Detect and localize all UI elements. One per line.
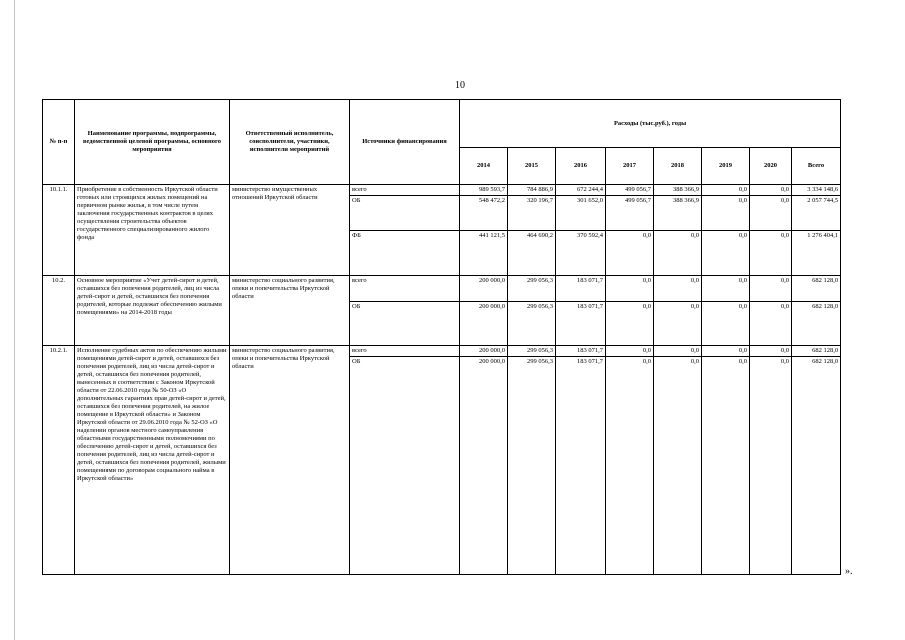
total-cell: 682 128,0 bbox=[792, 276, 841, 302]
value-cell: 200 000,0 bbox=[460, 276, 508, 302]
value-cell: 0,0 bbox=[750, 231, 792, 276]
value-cell: 200 000,0 bbox=[460, 346, 508, 357]
value-cell: 0,0 bbox=[654, 357, 702, 575]
header-source: Источники финансирования bbox=[350, 100, 460, 185]
row-executor: министерство социального развития, опеки и попечительства Иркутской области bbox=[230, 346, 350, 575]
table-row bbox=[43, 346, 841, 357]
budget-table bbox=[42, 99, 841, 575]
value-cell: 299 056,3 bbox=[508, 346, 556, 357]
source-label: ОБ bbox=[350, 357, 460, 575]
value-cell: 0,0 bbox=[750, 302, 792, 346]
header-total: Всего bbox=[792, 148, 841, 185]
value-cell: 0,0 bbox=[750, 185, 792, 196]
value-cell: 200 000,0 bbox=[460, 357, 508, 575]
header-year: 2019 bbox=[702, 148, 750, 185]
total-cell: 1 276 404,1 bbox=[792, 231, 841, 276]
value-cell: 0,0 bbox=[606, 346, 654, 357]
value-cell: 0,0 bbox=[702, 185, 750, 196]
value-cell: 0,0 bbox=[654, 276, 702, 302]
row-code: 10.1.1. bbox=[43, 185, 75, 276]
scan-edge-line bbox=[14, 0, 15, 640]
value-cell: 499 056,7 bbox=[606, 185, 654, 196]
value-cell: 672 244,4 bbox=[556, 185, 606, 196]
value-cell: 0,0 bbox=[702, 196, 750, 231]
source-label: всего bbox=[350, 185, 460, 196]
row-name: Основное мероприятие «Учет детей-сирот и детей, оставшихся без попечения родителей, лиц из числа детей-сирот и детей, оставшихся без попечения родителей, которые подлежат обеспечению жилыми помещениями» на 2014-2018 годы bbox=[75, 276, 230, 346]
header-year: 2020 bbox=[750, 148, 792, 185]
value-cell: 183 071,7 bbox=[556, 346, 606, 357]
value-cell: 464 690,2 bbox=[508, 231, 556, 276]
value-cell: 0,0 bbox=[606, 231, 654, 276]
total-cell: 2 057 744,5 bbox=[792, 196, 841, 231]
value-cell: 0,0 bbox=[606, 357, 654, 575]
value-cell: 183 071,7 bbox=[556, 357, 606, 575]
value-cell: 370 592,4 bbox=[556, 231, 606, 276]
source-label: ОБ bbox=[350, 196, 460, 231]
value-cell: 299 056,3 bbox=[508, 276, 556, 302]
value-cell: 0,0 bbox=[606, 276, 654, 302]
value-cell: 0,0 bbox=[654, 231, 702, 276]
value-cell: 299 056,3 bbox=[508, 357, 556, 575]
row-executor: министерство имущественных отношений Иркутской области bbox=[230, 185, 350, 276]
value-cell: 0,0 bbox=[702, 302, 750, 346]
value-cell: 0,0 bbox=[606, 302, 654, 346]
total-cell: 3 334 148,6 bbox=[792, 185, 841, 196]
value-cell: 299 056,3 bbox=[508, 302, 556, 346]
total-cell: 682 128,0 bbox=[792, 346, 841, 357]
value-cell: 0,0 bbox=[750, 346, 792, 357]
value-cell: 0,0 bbox=[750, 357, 792, 575]
row-code: 10.2. bbox=[43, 276, 75, 346]
total-cell: 682 128,0 bbox=[792, 302, 841, 346]
header-year: 2015 bbox=[508, 148, 556, 185]
value-cell: 0,0 bbox=[702, 231, 750, 276]
closing-quote-mark: ». bbox=[845, 566, 853, 577]
value-cell: 388 366,9 bbox=[654, 196, 702, 231]
value-cell: 183 071,7 bbox=[556, 302, 606, 346]
value-cell: 301 652,0 bbox=[556, 196, 606, 231]
row-executor: министерство социального развития, опеки и попечительства Иркутской области bbox=[230, 276, 350, 346]
value-cell: 784 886,9 bbox=[508, 185, 556, 196]
value-cell: 989 593,7 bbox=[460, 185, 508, 196]
header-year: 2018 bbox=[654, 148, 702, 185]
header-executor: Ответственный исполнитель, соисполнители, участники, исполнители мероприятий bbox=[230, 100, 350, 185]
source-label: всего bbox=[350, 346, 460, 357]
row-name: Приобретение в собственность Иркутской области готовых или строящихся жилых помещений на первичном рынке жилья, в том числе путем заключения государственных контрактов в целях осуществления строительства объектов государственного специализированного жилого фонда bbox=[75, 185, 230, 276]
value-cell: 200 000,0 bbox=[460, 302, 508, 346]
value-cell: 388 366,9 bbox=[654, 185, 702, 196]
value-cell: 0,0 bbox=[750, 276, 792, 302]
header-name: Наименование программы, подпрограммы, ведомственной целевой программы, основного мероприятия bbox=[75, 100, 230, 185]
table-row bbox=[43, 276, 841, 302]
value-cell: 0,0 bbox=[702, 346, 750, 357]
value-cell: 0,0 bbox=[702, 357, 750, 575]
source-label: ОБ bbox=[350, 302, 460, 346]
value-cell: 0,0 bbox=[654, 302, 702, 346]
value-cell: 0,0 bbox=[702, 276, 750, 302]
source-label: ФБ bbox=[350, 231, 460, 276]
header-year: 2014 bbox=[460, 148, 508, 185]
value-cell: 441 121,5 bbox=[460, 231, 508, 276]
header-year: 2017 bbox=[606, 148, 654, 185]
value-cell: 0,0 bbox=[654, 346, 702, 357]
header-expenses: Расходы (тыс.руб.), годы bbox=[460, 100, 841, 148]
table-row bbox=[43, 185, 841, 196]
page-number: 10 bbox=[455, 80, 465, 91]
value-cell: 183 071,7 bbox=[556, 276, 606, 302]
source-label: всего bbox=[350, 276, 460, 302]
value-cell: 320 196,7 bbox=[508, 196, 556, 231]
header-num: № п-п bbox=[43, 100, 75, 185]
value-cell: 548 472,2 bbox=[460, 196, 508, 231]
total-cell: 682 128,0 bbox=[792, 357, 841, 575]
value-cell: 0,0 bbox=[750, 196, 792, 231]
row-code: 10.2.1. bbox=[43, 346, 75, 575]
row-name: Исполнение судебных актов по обеспечению жилыми помещениями детей-сирот и детей, оставшихся без попечения родителей, лиц из числа детей-сирот и детей, оставшихся без попечения родителей, вынесенных в соответствии с Законом Иркутской области от 22.06.2010 года № 50-ОЗ «О дополнительных гарантиях прав детей-сирот и детей, оставшихся без попечения родителей, на жилое помещение в Иркутской области» и Законом Иркутской области от 29.06.2010 года № 52-ОЗ «О наделении органов местного самоуправления областными государственными полномочиями по обеспечению детей-сирот и детей, оставшихся без попечения родителей, лиц из числа детей-сирот и детей, оставшихся без попечения родителей, жилыми помещениями по договорам социального найма в Иркутской области» bbox=[75, 346, 230, 575]
header-year: 2016 bbox=[556, 148, 606, 185]
value-cell: 499 056,7 bbox=[606, 196, 654, 231]
